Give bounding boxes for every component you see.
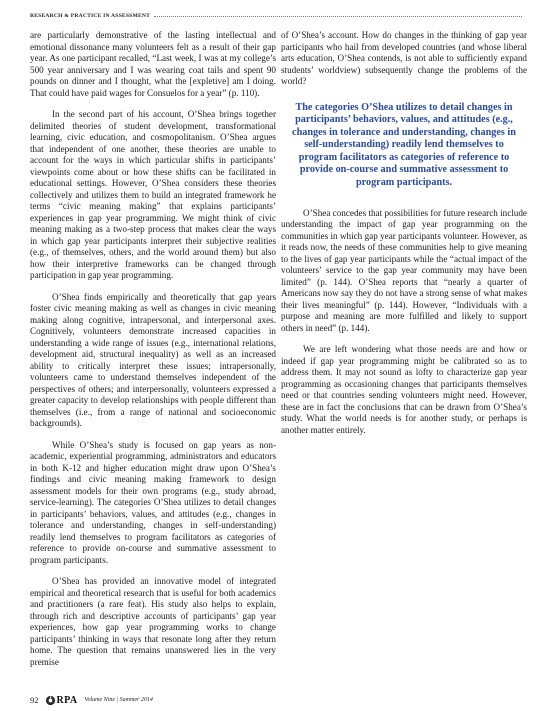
paragraph: O’Shea concedes that possibilities for future research include understanding the impact of gap year programming on the communities in which gap year participants volunteer. However, as it reads now, the needs of these communities help to give meaning to the lives of gap year participants while the “actual impact of the volunteers’ service to the gap year community may have been limited” (p. 144). O’Shea reports that “nearly a quarter of Americans now say they do not have a strong sense of what makes their lives meaningful” (p. 144). However, “Individuals with a purpose and meaning are more fulfilled and likely to support others in need” (p. 144).	[281, 207, 527, 333]
page-number: 92	[30, 695, 39, 705]
volume-info: Volume Nine | Summer 2014	[84, 697, 153, 703]
rpa-logo	[45, 695, 78, 706]
paragraph: We are left wondering what those needs are and how or indeed if gap year programming might be calibrated so as to address them. It may not sound as lofty to characterize gap year programming as occasioning changes that participants themselves need or that countries sending volunteers might need. However, these are in fact the conclusions that can be drawn from O’Shea’s study. What the world needs is for another study, or perhaps is another matter entirely.	[281, 344, 527, 435]
logo-text: RPA	[56, 694, 78, 706]
page-footer	[30, 692, 153, 708]
left-column	[30, 30, 276, 678]
header-dotted-rule	[154, 16, 522, 17]
pull-quote: The categories O’Shea utilizes to detail changes in participants’ behaviors, values, and attitudes (e.g., changes in tolerance and understanding, changes in self-understanding) readily lend themselves to program facilitators as categories of reference to provide on-course and summative assessment to program participants.	[292, 101, 516, 189]
paragraph: are particularly demonstrative of the lasting intellectual and emotional dissonance many volunteers felt as a result of their gap year. As one participant recalled, “Last week, I was at my college’s 500 year anniversary and I was wearing coat tails and spent 90 pounds on dinner and I thought, what the [expletive] am I doing. That could have paid wages for Consuelos for a year” (p. 110).	[30, 30, 276, 98]
paragraph: In the second part of his account, O’Shea brings together delimited theories of student development, transformational learning, civic education, and cosmopolitanism. O’Shea argues that independent of one another, these theories are unable to account for the ways in which particular shifts in participants’ viewpoints come about or how these shifts can be facilitated in educational settings. However, O’Shea considers these theories collectively and utilizes them to build an integrated framework he terms “civic meaning making” that explains participants’ experiences in gap year programming. We might think of civic meaning making as a two-step process that makes clear the ways in which gap year participants interpret their subjective realities (e.g., of themselves, others, and the world around them) but also how their interpretive frameworks can be changed through participation in gap year programming.	[30, 109, 276, 280]
paragraph: While O’Shea’s study is focused on gap years as non-academic, experiential programming, administrators and educators in both K-12 and higher education might draw upon O’Shea’s findings and civic meaning making framework to design assessment models for their own programs (e.g., study abroad, service-learning). The categories O’Shea utilizes to detail changes in participants’ behaviors, values, and attitudes (e.g., changes in tolerance and understanding, changes in self-understanding) readily lend themselves to program facilitators as categories of reference to provide on-course and summative assessment to program participants.	[30, 439, 276, 565]
paragraph: O’Shea has provided an innovative model of integrated empirical and theoretical research that is useful for both academics and practitioners (a rare feat). His study also helps to explain, through rich and descriptive accounts of participants’ gap year experiences, how gap year programming works to change participants’ thinking in ways that resonate long after they return home. The question that remains unanswered lies in the very premise	[30, 576, 276, 667]
paragraph: of O’Shea’s account. How do changes in the thinking of gap year participants who hail from developed countries (and whose liberal arts education, O’Shea contends, is not able to sufficiently expand students’ worldview) subsequently change the problems of the world?	[281, 30, 527, 86]
running-head-label: RESEARCH & PRACTICE IN ASSESSMENT	[30, 13, 151, 19]
running-header	[30, 10, 522, 22]
rpa-emblem-icon	[45, 695, 56, 706]
right-column	[281, 30, 527, 446]
paragraph: O’Shea finds empirically and theoretically that gap years foster civic meaning making as well as changes in civic meaning making along cognitive, intrapersonal, and interpersonal axes. Cognitively, volunteers demonstrate increased capacities in understanding a wide range of issues (e.g., international relations, development aid, structural inequality) as well as an increased ability to critically interpret these issues; intrapersonally, volunteers came to understand themselves independent of the perspectives of others; and interpersonally, volunteers expressed a greater capacity to develop relationships with people different than themselves (i.e., from a range of national and socioeconomic backgrounds).	[30, 291, 276, 428]
